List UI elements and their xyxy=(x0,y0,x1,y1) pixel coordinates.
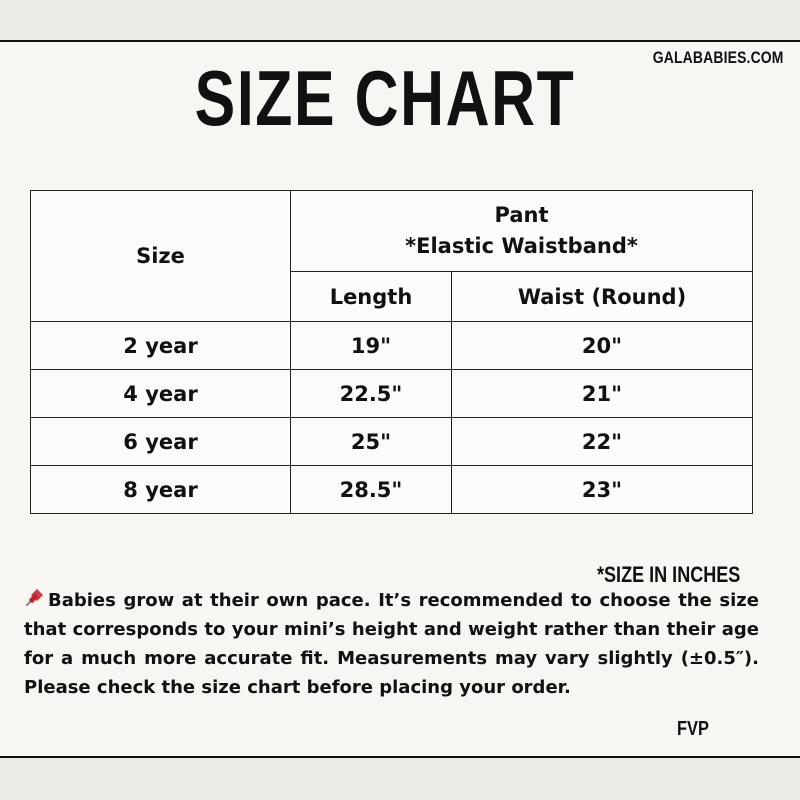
length-cell: 19" xyxy=(291,322,452,370)
waist-cell: 21" xyxy=(452,370,753,418)
table-row xyxy=(31,370,753,418)
units-note: *SIZE IN INCHES xyxy=(597,562,741,587)
elastic-waistband-label: *Elastic Waistband* xyxy=(405,234,638,258)
disclaimer-text: Babies grow at their own pace. It’s recommended to choose the size that corresponds to your mini’s height and weight rather than their age for a much more accurate fit. Measurements may vary slightly (±0.5″). Please check the size chart before placing your order. xyxy=(24,590,759,698)
length-cell: 22.5" xyxy=(291,370,452,418)
waist-column-header: Waist (Round) xyxy=(452,272,753,322)
length-cell: 28.5" xyxy=(291,466,452,514)
pant-label: Pant xyxy=(494,203,549,227)
table-row xyxy=(31,466,753,514)
size-cell: 4 year xyxy=(31,370,291,418)
table-row xyxy=(31,322,753,370)
waist-cell: 20" xyxy=(452,322,753,370)
page-title: SIZE CHART xyxy=(194,54,576,142)
size-cell: 8 year xyxy=(31,466,291,514)
size-cell: 2 year xyxy=(31,322,291,370)
size-column-header: Size xyxy=(31,191,291,322)
waist-cell: 23" xyxy=(452,466,753,514)
length-column-header: Length xyxy=(291,272,452,322)
size-table xyxy=(30,190,753,514)
table-row xyxy=(31,418,753,466)
footer-code: FVP xyxy=(677,718,709,740)
brand-website: GALABABIES.COM xyxy=(653,48,784,67)
size-cell: 6 year xyxy=(31,418,291,466)
table-header-row xyxy=(31,191,753,272)
waist-cell: 22" xyxy=(452,418,753,466)
pant-group-header xyxy=(291,191,753,272)
pushpin-icon xyxy=(24,588,44,608)
size-chart-card xyxy=(0,40,800,758)
sizing-disclaimer xyxy=(24,586,759,702)
length-cell: 25" xyxy=(291,418,452,466)
